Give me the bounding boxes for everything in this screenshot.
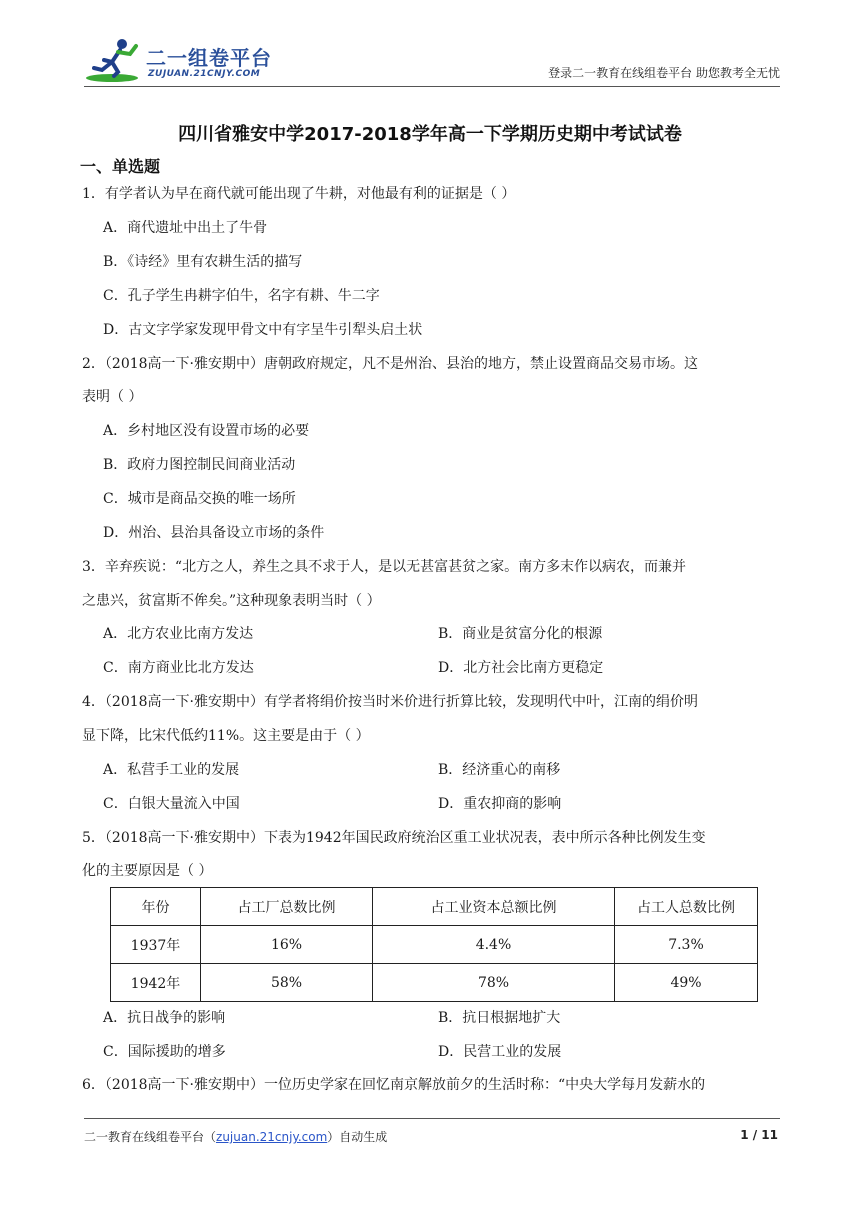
table-cell: 78% bbox=[373, 964, 615, 1002]
table-header-cell: 年份 bbox=[111, 888, 201, 926]
question-4-option-c: C．白银大量流入中国 bbox=[103, 796, 240, 812]
table-cell: 16% bbox=[201, 926, 373, 964]
logo-subtitle: ZUJUAN.21CNJY.COM bbox=[148, 69, 261, 79]
logo bbox=[84, 36, 284, 88]
question-4-option-b: B．经济重心的南移 bbox=[438, 762, 561, 778]
question-6-stem: 6．（2018高一下·雅安期中）一位历史学家在回忆南京解放前夕的生活时称：“中央大学每月发薪水的 bbox=[82, 1077, 706, 1093]
table-cell: 1942年 bbox=[111, 964, 201, 1002]
question-3-option-b: B．商业是贫富分化的根源 bbox=[438, 626, 603, 642]
question-3-option-c: C．南方商业比北方发达 bbox=[103, 660, 254, 676]
page-number: 1 / 11 bbox=[740, 1128, 778, 1142]
question-2-option-a: A．乡村地区没有设置市场的必要 bbox=[103, 423, 310, 439]
question-5-option-b: B．抗日根据地扩大 bbox=[438, 1010, 561, 1026]
footer-link[interactable]: zujuan.21cnjy.com bbox=[216, 1130, 328, 1144]
table-cell: 58% bbox=[201, 964, 373, 1002]
question-3-stem: 3．辛弃疾说：“北方之人，养生之具不求于人，是以无甚富甚贫之家。南方多末作以病农，而兼并 bbox=[82, 559, 687, 575]
question-3-stem-continued: 之患兴，贫富斯不侔矣。”这种现象表明当时（ ） bbox=[82, 593, 381, 609]
table-header-row bbox=[111, 888, 758, 926]
header-divider bbox=[84, 86, 780, 87]
question-5-option-a: A．抗日战争的影响 bbox=[103, 1010, 226, 1026]
question-4-stem: 4．（2018高一下·雅安期中）有学者将绢价按当时米价进行折算比较，发现明代中叶，江南的绢价明 bbox=[82, 694, 698, 710]
question-1-option-c: C．孔子学生冉耕字伯牛，名字有耕、牛二字 bbox=[103, 288, 380, 304]
industry-table bbox=[110, 887, 758, 1002]
question-4-stem-continued: 显下降，比宋代低约11%。这主要是由于（ ） bbox=[82, 728, 370, 744]
question-2-stem-continued: 表明（ ） bbox=[82, 389, 143, 405]
question-3-option-d: D．北方社会比南方更稳定 bbox=[438, 660, 604, 676]
question-5-option-d: D．民营工业的发展 bbox=[438, 1044, 562, 1060]
question-2-option-c: C．城市是商品交换的唯一场所 bbox=[103, 491, 296, 507]
running-man-logo-icon bbox=[84, 36, 144, 84]
question-3-option-a: A．北方农业比南方发达 bbox=[103, 626, 254, 642]
table-header-cell: 占工业资本总额比例 bbox=[373, 888, 615, 926]
table-row bbox=[111, 926, 758, 964]
table-cell: 4.4% bbox=[373, 926, 615, 964]
question-5-stem-continued: 化的主要原因是（ ） bbox=[82, 863, 213, 879]
question-1-option-a: A．商代遗址中出土了牛骨 bbox=[103, 220, 268, 236]
exam-title: 四川省雅安中学2017-2018学年高一下学期历史期中考试试卷 bbox=[178, 124, 682, 145]
footer-source bbox=[84, 1128, 387, 1145]
question-2-option-b: B．政府力图控制民间商业活动 bbox=[103, 457, 296, 473]
question-1-option-b: B．《诗经》里有农耕生活的描写 bbox=[103, 254, 303, 270]
table-header-cell: 占工人总数比例 bbox=[615, 888, 758, 926]
question-4-option-a: A．私营手工业的发展 bbox=[103, 762, 240, 778]
logo-title: 二一组卷平台 bbox=[146, 46, 272, 70]
question-5-stem: 5．（2018高一下·雅安期中）下表为1942年国民政府统治区重工业状况表，表中所示各种比例发生变 bbox=[82, 830, 706, 846]
table-cell: 49% bbox=[615, 964, 758, 1002]
table-header-cell: 占工厂总数比例 bbox=[201, 888, 373, 926]
footer-suffix: ）自动生成 bbox=[327, 1130, 388, 1144]
page-header bbox=[84, 36, 780, 88]
question-1-option-d: D．古文字学家发现甲骨文中有字呈牛引犁头启土状 bbox=[103, 322, 423, 338]
question-1-stem: 1．有学者认为早在商代就可能出现了牛耕，对他最有利的证据是（ ） bbox=[82, 186, 516, 202]
table-row bbox=[111, 964, 758, 1002]
footer-divider bbox=[84, 1118, 780, 1119]
footer-prefix: 二一教育在线组卷平台（ bbox=[84, 1130, 217, 1144]
section-heading: 一、单选题 bbox=[80, 157, 161, 176]
question-2-stem: 2．（2018高一下·雅安期中）唐朝政府规定，凡不是州治、县治的地方，禁止设置商品交易市场。这 bbox=[82, 356, 698, 372]
table-cell: 7.3% bbox=[615, 926, 758, 964]
question-2-option-d: D．州治、县治具备设立市场的条件 bbox=[103, 525, 325, 541]
question-5-option-c: C．国际援助的增多 bbox=[103, 1044, 226, 1060]
header-slogan: 登录二一教育在线组卷平台 助您教考全无忧 bbox=[548, 66, 780, 80]
question-4-option-d: D．重农抑商的影响 bbox=[438, 796, 562, 812]
table-cell: 1937年 bbox=[111, 926, 201, 964]
